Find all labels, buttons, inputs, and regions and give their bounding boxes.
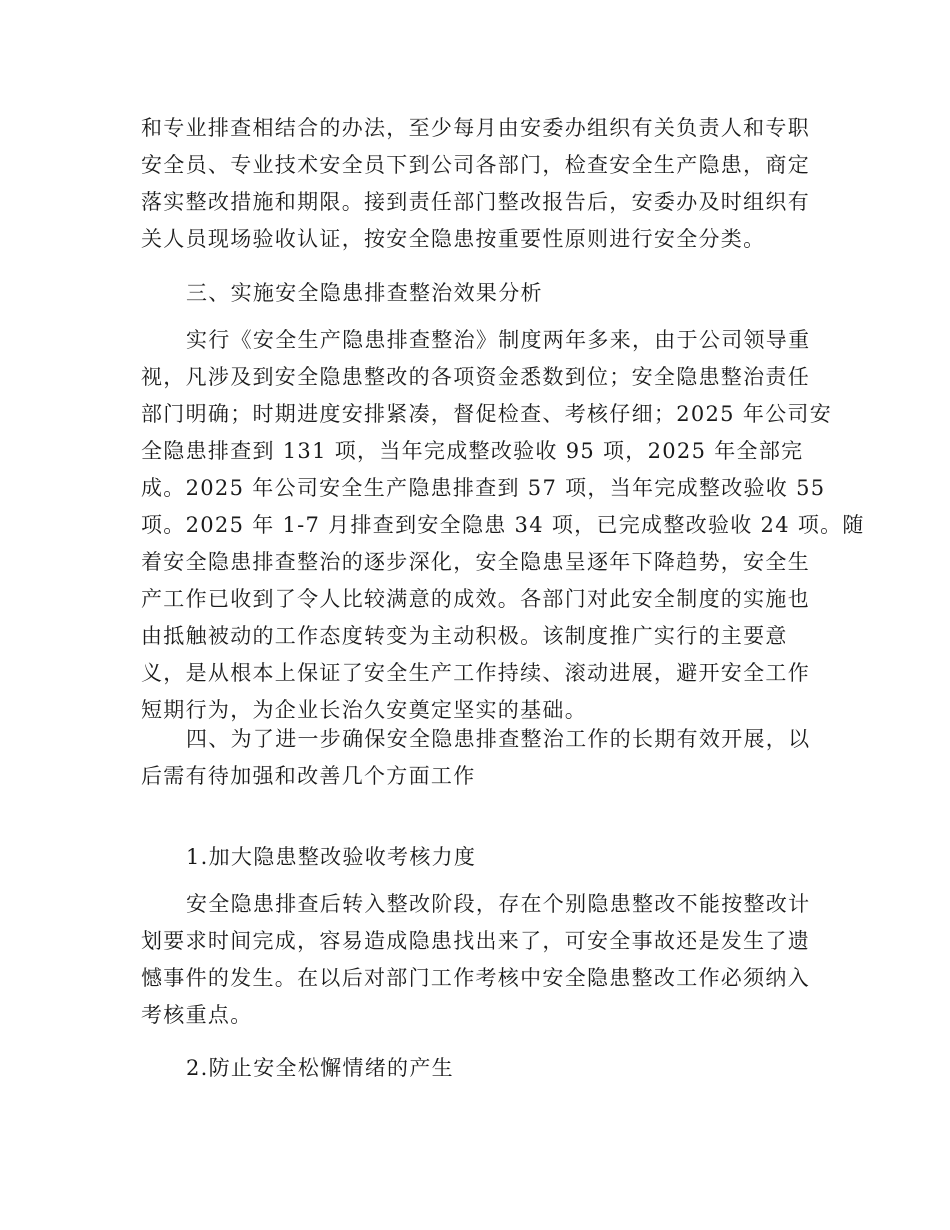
section-heading-4 — [141, 721, 811, 795]
text-line: 产工作已收到了令人比较满意的成效。各部门对此安全制度的实施也 — [141, 587, 810, 611]
text-line: 视，凡涉及到安全隐患整改的各项资金悉数到位；安全隐患整治责任 — [141, 365, 810, 389]
text-line: 考核重点。 — [141, 1003, 253, 1027]
text-line: 安全隐患排查后转入整改阶段，存在个别隐患整改不能按整改计 — [186, 892, 811, 916]
text-line: 和专业排查相结合的办法，至少每月由安委办组织有关负责人和专职 — [141, 116, 810, 140]
text-line: 着安全隐患排查整治的逐步深化，安全隐患呈逐年下降趋势，安全生 — [141, 550, 810, 574]
text-line: 项。2025 年 1-7 月排查到安全隐患 34 项，已完成整改验收 24 项。随 — [141, 513, 865, 537]
text-line: 划要求时间完成，容易造成隐患找出来了，可安全事故还是发生了遗 — [141, 929, 810, 953]
text-line: 关人员现场验收认证，按安全隐患按重要性原则进行安全分类。 — [141, 227, 766, 251]
text-line: 短期行为，为企业长治久安奠定坚实的基础。 — [141, 698, 587, 722]
item-text: 2.防止安全松懈情绪的产生 — [186, 1056, 454, 1080]
heading-text: 后需有待加强和改善几个方面工作 — [141, 764, 476, 788]
text-line: 安全员、专业技术安全员下到公司各部门，检查安全生产隐患，商定 — [141, 153, 810, 177]
paragraph-effect-analysis — [141, 322, 865, 729]
text-line: 全隐患排查到 131 项，当年完成整改验收 95 项，2025 年全部完 — [141, 439, 804, 463]
text-line: 由抵触被动的工作态度转变为主动积极。该制度推广实行的主要意 — [141, 624, 788, 648]
paragraph-safety-inspection-method — [141, 110, 810, 258]
list-item-1 — [141, 839, 801, 876]
section-heading-3 — [141, 275, 801, 312]
heading-text: 四、为了进一步确保安全隐患排查整治工作的长期有效开展，以 — [186, 727, 811, 751]
text-line: 义，是从根本上保证了安全生产工作持续、滚动进展，避开安全工作 — [141, 661, 810, 685]
text-line: 实行《安全生产隐患排查整治》制度两年多来，由于公司领导重 — [186, 328, 811, 352]
list-item-2 — [141, 1050, 801, 1087]
text-line: 落实整改措施和期限。接到责任部门整改报告后，安委办及时组织有 — [141, 190, 810, 214]
text-line: 成。2025 年公司安全生产隐患排查到 57 项，当年完成整改验收 55 — [141, 476, 826, 500]
item-text: 1.加大隐患整改验收考核力度 — [186, 845, 477, 869]
heading-text: 三、实施安全隐患排查整治效果分析 — [186, 281, 543, 305]
paragraph-rectification — [141, 886, 811, 1034]
text-line: 部门明确；时期进度安排紧凑，督促检查、考核仔细；2025 年公司安 — [141, 402, 833, 426]
text-line: 憾事件的发生。在以后对部门工作考核中安全隐患整改工作必须纳入 — [141, 966, 810, 990]
